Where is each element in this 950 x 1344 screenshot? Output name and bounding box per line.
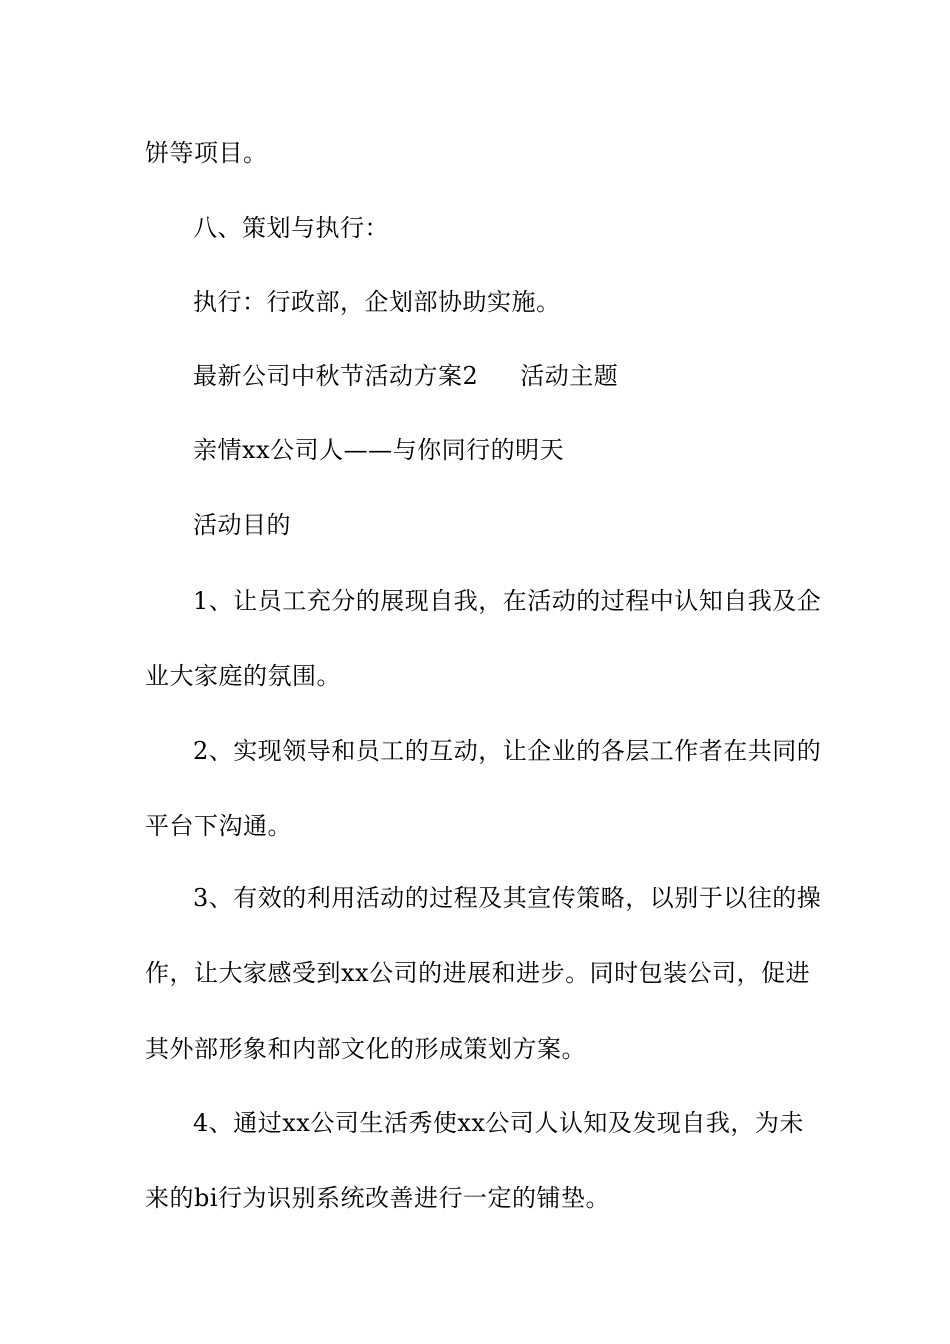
section-heading: 活动目的 <box>193 511 291 539</box>
paragraph-line: 执行：行政部，企划部协助实施。 <box>193 288 561 316</box>
paragraph-line: 业大家庭的氛围。 <box>145 662 341 690</box>
section-heading <box>193 361 810 391</box>
paragraph-line: 其外部形象和内部文化的形成策划方案。 <box>145 1035 586 1063</box>
heading-title: 最新公司中秋节活动方案2 <box>193 362 479 390</box>
paragraph-line: 亲情xx公司人——与你同行的明天 <box>193 436 565 464</box>
paragraph-line: 平台下沟通。 <box>145 812 292 840</box>
paragraph-line: 来的bi行为识别系统改善进行一定的铺垫。 <box>145 1184 611 1212</box>
paragraph-line: 4、通过xx公司生活秀使xx公司人认知及发现自我，为未 <box>193 1109 804 1137</box>
paragraph-line: 3、有效的利用活动的过程及其宣传策略，以别于以往的操 <box>193 884 822 912</box>
paragraph-line: 作，让大家感受到xx公司的进展和进步。同时包装公司，促进 <box>145 959 811 987</box>
section-heading: 八、策划与执行： <box>193 214 389 242</box>
paragraph-line: 1、让员工充分的展现自我，在活动的过程中认知自我及企 <box>193 587 822 615</box>
paragraph-line: 2、实现领导和员工的互动，让企业的各层工作者在共同的 <box>193 737 822 765</box>
paragraph-line: 饼等项目。 <box>145 139 268 167</box>
heading-subtitle: 活动主题 <box>520 362 619 390</box>
